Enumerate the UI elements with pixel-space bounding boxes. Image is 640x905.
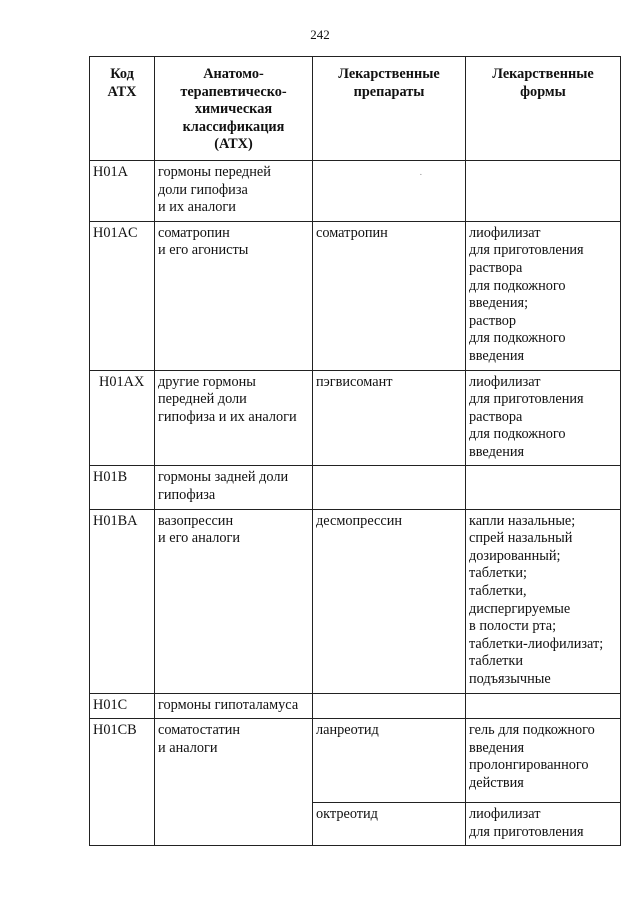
- table-row: [90, 221, 621, 370]
- dosage-forms: [466, 160, 621, 221]
- dosage-forms: [466, 693, 621, 719]
- header-forms: Лекарственные формы: [466, 57, 621, 161]
- table-row: [90, 693, 621, 719]
- atx-class: вазопрессин и его аналоги: [155, 509, 313, 693]
- table-row: [90, 466, 621, 509]
- atx-class: соматостатин и аналоги: [155, 719, 313, 846]
- drug-name: .: [313, 160, 466, 221]
- drug-name: пэгвисомант: [313, 370, 466, 466]
- table-row: [90, 160, 621, 221]
- drug-name: десмопрессин: [313, 509, 466, 693]
- drug-name: [313, 693, 466, 719]
- dosage-forms: лиофилизат для приготовления: [466, 803, 621, 846]
- header-classification: Анатомо- терапевтическо- химическая классификация (АТХ): [155, 57, 313, 161]
- header-drugs: Лекарственные препараты: [313, 57, 466, 161]
- drug-name: ланреотид: [313, 719, 466, 803]
- table-row: [90, 370, 621, 466]
- drug-name: соматропин: [313, 221, 466, 370]
- atx-code: H01AX: [90, 370, 155, 466]
- atx-code: H01C: [90, 693, 155, 719]
- dosage-forms: [466, 466, 621, 509]
- atx-code: H01AC: [90, 221, 155, 370]
- atx-code: H01B: [90, 466, 155, 509]
- dosage-forms: гель для подкожного введения пролонгированного действия: [466, 719, 621, 803]
- table-row: [90, 719, 621, 803]
- dosage-forms: лиофилизат для приготовления раствора для подкожного введения: [466, 370, 621, 466]
- table-row: [90, 509, 621, 693]
- atx-code: H01A: [90, 160, 155, 221]
- drug-name: октреотид: [313, 803, 466, 846]
- atx-table: [89, 56, 621, 846]
- atx-code: H01BA: [90, 509, 155, 693]
- table-header-row: [90, 57, 621, 161]
- atx-code: H01CB: [90, 719, 155, 846]
- header-code: Код АТХ: [90, 57, 155, 161]
- atx-class: гормоны задней доли гипофиза: [155, 466, 313, 509]
- atx-class: гормоны передней доли гипофиза и их аналоги: [155, 160, 313, 221]
- page-number: 242: [310, 27, 330, 42]
- atx-class: гормоны гипоталамуса: [155, 693, 313, 719]
- atx-class: другие гормоны передней доли гипофиза и их аналоги: [155, 370, 313, 466]
- atx-class: соматропин и его агонисты: [155, 221, 313, 370]
- dosage-forms: лиофилизат для приготовления раствора для подкожного введения; раствор для подкожного введения: [466, 221, 621, 370]
- drug-name: [313, 466, 466, 509]
- dosage-forms: капли назальные; спрей назальный дозированный; таблетки; таблетки, диспергируемые в полости рта; таблетки-лиофилизат; таблетки подъязычные: [466, 509, 621, 693]
